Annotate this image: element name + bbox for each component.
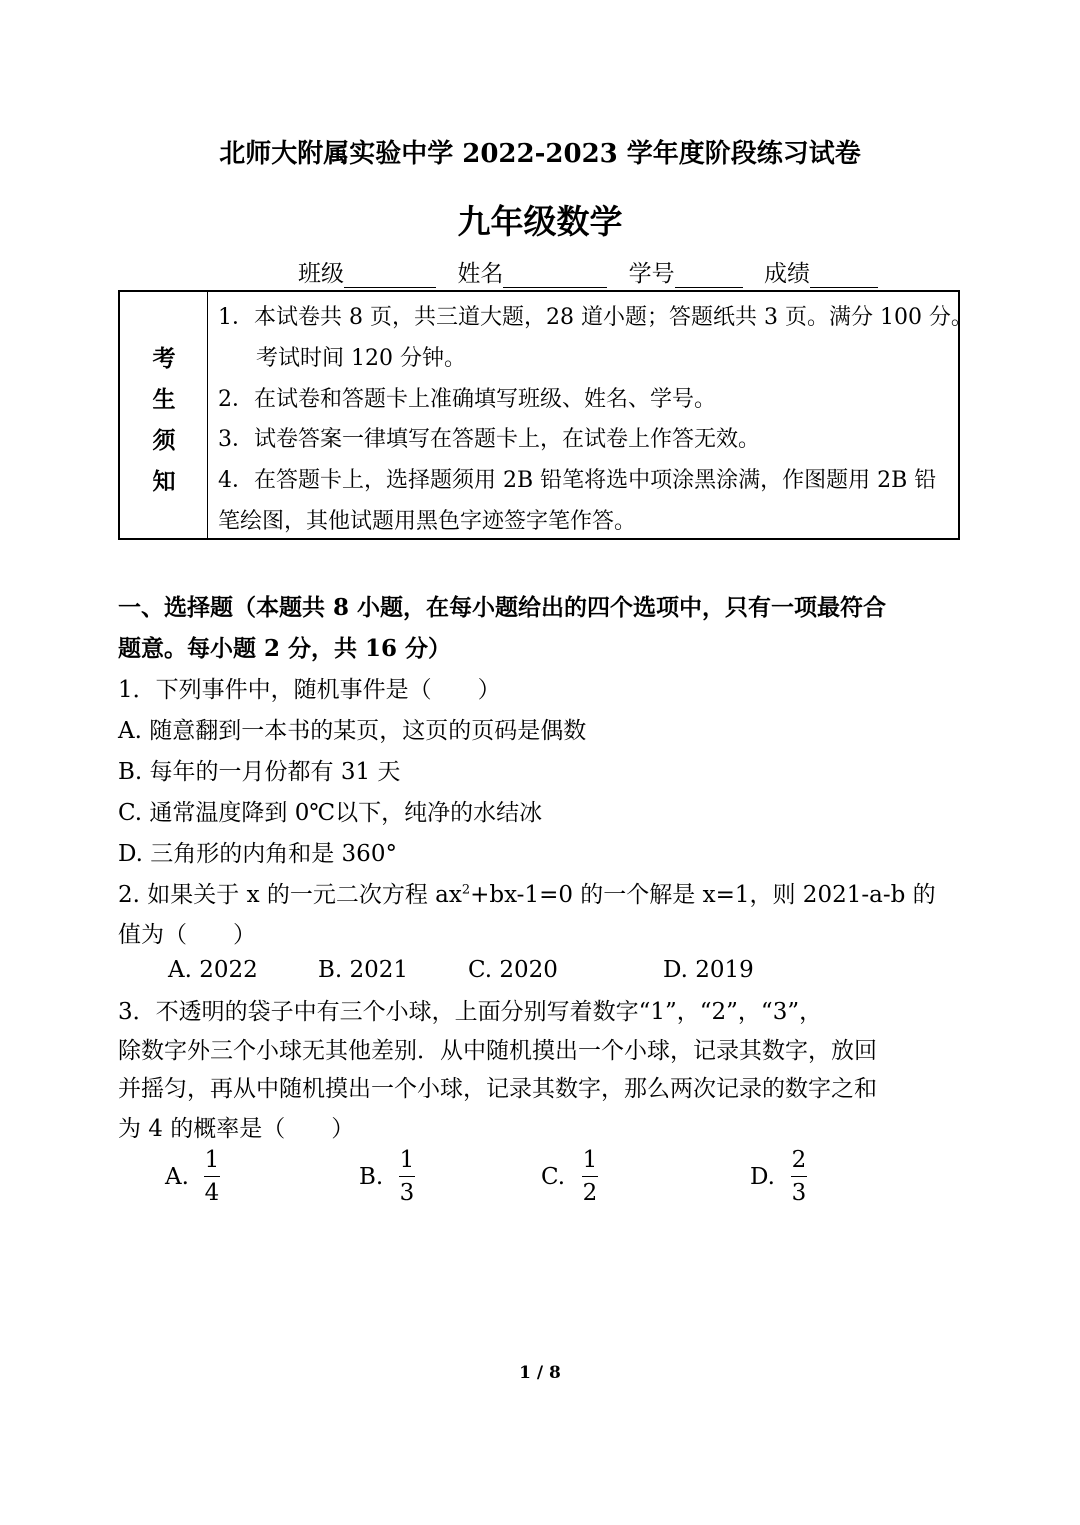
question-1-option-a: A. 随意翻到一本书的某页，这页的页码是偶数 bbox=[118, 718, 587, 744]
question-3-option-a-fraction bbox=[204, 1146, 220, 1207]
denominator: 2 bbox=[582, 1180, 598, 1206]
notice-label-char: 须 bbox=[152, 427, 176, 454]
notice-line: 1．本试卷共 8 页，共三道大题，28 道小题；答题纸共 3 页。满分 100 分。 bbox=[218, 305, 973, 330]
exam-title: 北师大附属实验中学 2022-2023 学年度阶段练习试卷 bbox=[219, 139, 861, 169]
numerator: 1 bbox=[204, 1147, 220, 1173]
question-1-stem: 1．下列事件中，随机事件是（ ） bbox=[118, 677, 501, 703]
student-info-row bbox=[298, 255, 892, 288]
question-1-option-c: C. 通常温度降到 0℃以下，纯净的水结冰 bbox=[118, 800, 543, 826]
question-3-option-d-fraction bbox=[791, 1146, 807, 1207]
class-label: 班级 bbox=[298, 261, 344, 287]
notice-line: 4．在答题卡上，选择题须用 2B 铅笔将选中项涂黑涂满，作图题用 2B 铅 bbox=[218, 468, 937, 493]
page-number: 1 / 8 bbox=[519, 1363, 561, 1383]
question-3-stem-cont: 为 4 的概率是（ ） bbox=[118, 1116, 355, 1142]
notice-label-char: 考 bbox=[152, 345, 176, 372]
section-heading-cont: 题意。每小题 2 分，共 16 分） bbox=[118, 635, 452, 662]
exam-notice-box bbox=[118, 290, 973, 540]
section-heading: 一、选择题（本题共 8 小题，在每小题给出的四个选项中，只有一项最符合 bbox=[118, 594, 887, 621]
notice-line: 2．在试卷和答题卡上准确填写班级、姓名、学号。 bbox=[218, 387, 716, 412]
denominator: 3 bbox=[791, 1180, 807, 1206]
question-2-option-d: D. 2019 bbox=[663, 957, 754, 983]
notice-label-char: 生 bbox=[152, 386, 176, 413]
question-2-option-a: A. 2022 bbox=[168, 957, 258, 983]
id-blank[interactable] bbox=[675, 265, 743, 288]
notice-label bbox=[120, 292, 208, 538]
question-3-stem: 3．不透明的袋子中有三个小球，上面分别写着数字“1”，“2”，“3”， bbox=[118, 999, 823, 1025]
question-2-option-b: B. 2021 bbox=[318, 957, 409, 983]
subject-title: 九年级数学 bbox=[457, 202, 623, 241]
question-1-option-d: D. 三角形的内角和是 360° bbox=[118, 841, 397, 867]
notice-label-char: 知 bbox=[152, 468, 176, 495]
question-1-option-b: B. 每年的一月份都有 31 天 bbox=[118, 759, 401, 785]
numerator: 2 bbox=[791, 1147, 807, 1173]
denominator: 3 bbox=[399, 1180, 415, 1206]
question-3-option-c-letter: C. bbox=[541, 1164, 566, 1190]
question-3-option-c-fraction bbox=[582, 1146, 598, 1207]
score-blank[interactable] bbox=[810, 265, 878, 288]
numerator: 1 bbox=[582, 1147, 598, 1173]
denominator: 4 bbox=[204, 1180, 220, 1206]
question-2-option-c: C. 2020 bbox=[468, 957, 558, 983]
numerator: 1 bbox=[399, 1147, 415, 1173]
question-3-stem-cont: 并摇匀，再从中随机摸出一个小球，记录其数字，那么两次记录的数字之和 bbox=[118, 1076, 877, 1102]
class-blank[interactable] bbox=[344, 265, 436, 288]
question-3-option-b-letter: B. bbox=[359, 1164, 384, 1190]
question-3-option-d-letter: D. bbox=[750, 1164, 775, 1190]
notice-line: 考试时间 120 分钟。 bbox=[256, 346, 466, 371]
question-3-option-a-letter: A. bbox=[165, 1164, 189, 1190]
notice-line: 笔绘图，其他试题用黑色字迹签字笔作答。 bbox=[218, 509, 637, 534]
question-2-stem: 2. 如果关于 x 的一元二次方程 $ax^2+bx-1=0$ 的一个解是 x=1，则 2021-a-b 的 bbox=[118, 882, 936, 908]
question-2-stem-cont: 值为（ ） bbox=[118, 922, 256, 948]
score-label: 成绩 bbox=[763, 261, 810, 287]
name-label: 姓名 bbox=[457, 261, 504, 287]
notice-line: 3．试卷答案一律填写在答题卡上，在试卷上作答无效。 bbox=[218, 427, 760, 452]
question-3-option-b-fraction bbox=[399, 1146, 415, 1207]
name-blank[interactable] bbox=[503, 265, 607, 288]
question-3-stem-cont: 除数字外三个小球无其他差别．从中随机摸出一个小球，记录其数字，放回 bbox=[118, 1038, 877, 1064]
id-label: 学号 bbox=[628, 261, 675, 287]
